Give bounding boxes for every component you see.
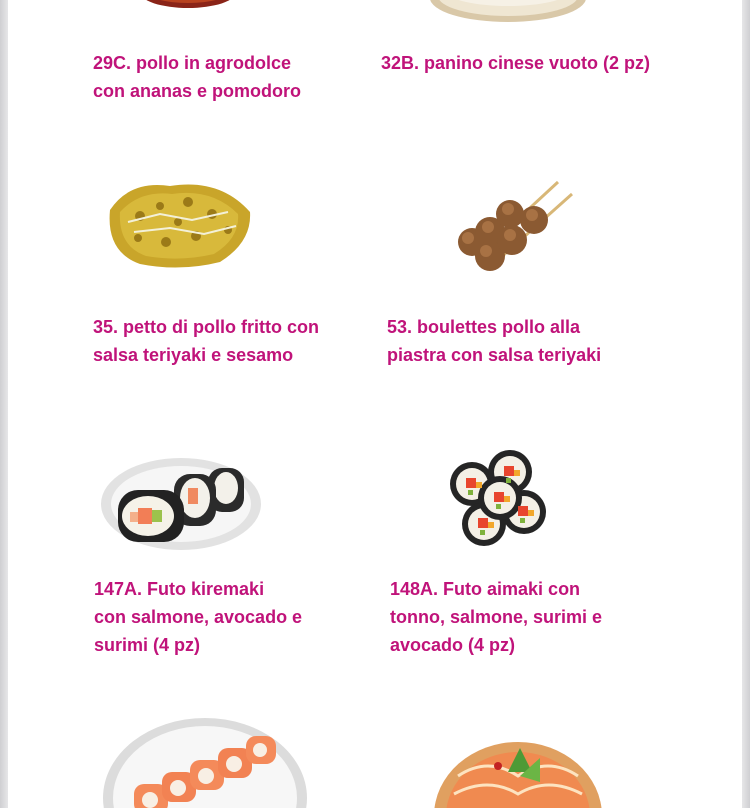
- futo-aimaki-image: [438, 448, 558, 552]
- sweet-sour-chicken-image: [118, 0, 258, 12]
- page-shadow-right: [742, 0, 750, 808]
- menu-item-caption: 147A. Futo kiremaki con salmone, avocado e surimi (4 pz): [94, 579, 303, 655]
- menu-page[interactable]: [8, 0, 742, 808]
- menu-item-caption: 29C. pollo in agrodolce con ananas e pomodoro: [93, 53, 302, 101]
- menu-item-caption: 35. petto di pollo fritto con salsa teriyaki e sesamo: [93, 317, 319, 365]
- page-shadow-left: [0, 0, 8, 808]
- fried-chicken-image: [100, 172, 260, 276]
- steamed-bun-image: [418, 0, 598, 26]
- salmon-roll-image: [100, 706, 310, 808]
- menu-item-caption: 32B. panino cinese vuoto (2 pz): [381, 53, 651, 73]
- futo-kiremaki-image: [96, 452, 266, 556]
- salmon-tartare-image: [428, 736, 608, 808]
- menu-item-caption: 53. boulettes pollo alla piastra con salsa teriyaki: [387, 317, 602, 365]
- menu-item-caption: 148A. Futo aimaki con tonno, salmone, surimi e avocado (4 pz): [390, 579, 603, 655]
- chicken-meatball-skewer-image: [438, 160, 588, 290]
